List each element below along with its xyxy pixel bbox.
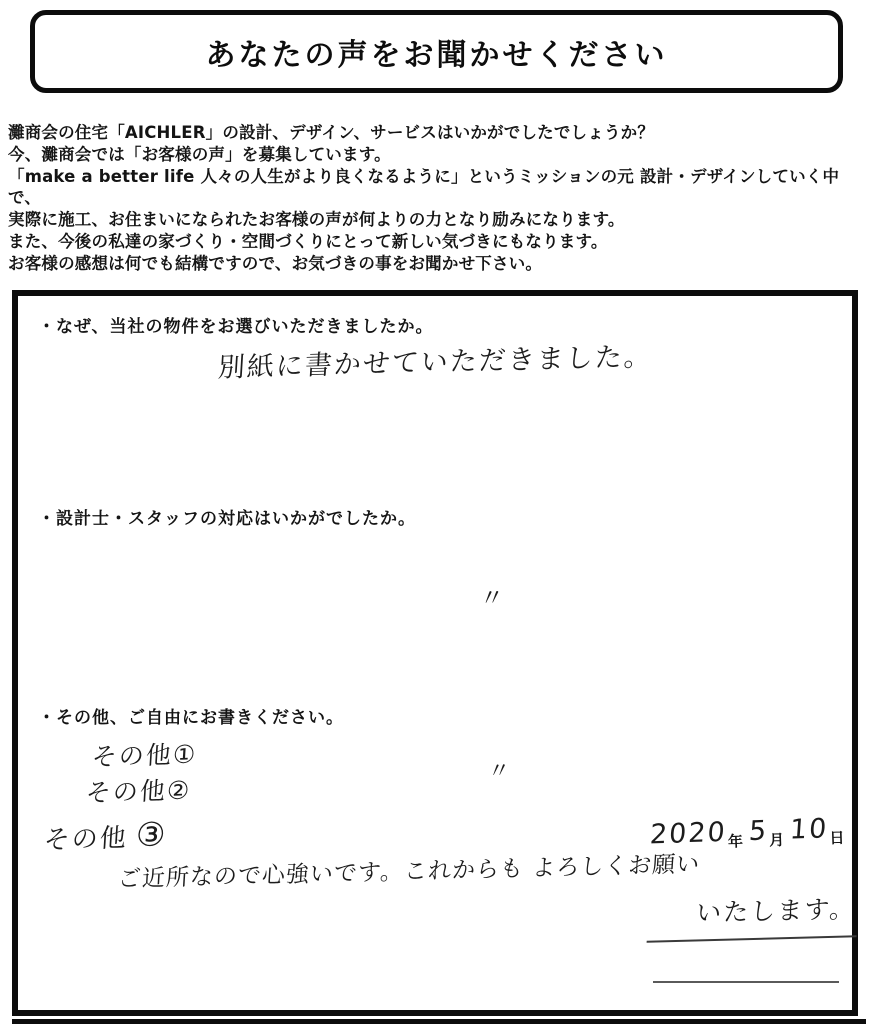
date-day-value: 10	[788, 813, 829, 846]
question-3-comment-line2-underlined: いたします。	[647, 889, 860, 943]
intro-line-5: また、今後の私達の家づくり・空間づくりにとって新しい気づきにもなります。	[8, 231, 608, 251]
circled-three-mark: ③	[134, 814, 169, 855]
question-3-comment-line1: ご近所なので心強いです。これからも よろしくお願い	[117, 851, 702, 893]
date-year-unit: 年	[727, 832, 744, 851]
intro-paragraph	[8, 122, 868, 275]
date-month-value: 5	[747, 815, 769, 848]
date-day-unit: 日	[828, 828, 845, 848]
blank-signature-line	[653, 981, 839, 983]
form-title-box	[30, 10, 843, 93]
date-month-unit: 月	[768, 830, 785, 850]
feedback-answers-box	[12, 290, 858, 1016]
question-3-ditto-mark: 〃	[487, 758, 513, 785]
question-1-handwritten-answer: 別紙に書かせていただきました。	[216, 341, 654, 384]
other3-text: その他	[42, 823, 129, 856]
question-2-label: ・設計士・スタッフの対応はいかがでしたか。	[38, 509, 416, 529]
next-section-top-border	[12, 1019, 866, 1024]
question-3-label: ・その他、ご自由にお書きください。	[38, 708, 344, 728]
intro-line-1: 灘商会の住宅「AICHLER」の設計、デザイン、サービスはいかがでしたでしょうか？	[8, 123, 655, 142]
intro-line-6: お客様の感想は何でも結構ですので、お気づきの事をお聞かせ下さい。	[8, 253, 543, 273]
intro-line-4: 実際に施工、お住まいになられたお客様の声が何よりの力となり励みになります。	[8, 210, 625, 230]
intro-line-2: 今、灘商会では「お客様の声」を募集しています。	[8, 144, 391, 164]
question-1-label: ・なぜ、当社の物件をお選びいただきましたか。	[38, 317, 434, 337]
form-title: あなたの声をお聞かせください	[205, 37, 668, 73]
date-year-value: 2020	[648, 816, 728, 851]
question-3-answer-other2: その他②	[85, 775, 193, 808]
question-2-ditto-mark: 〃	[478, 583, 507, 613]
question-3-answer-other3	[43, 814, 169, 856]
date-field	[649, 813, 850, 855]
intro-line-3: 「make a better life 人々の人生がより良くなるように」というミッションの元 設計・デザインしていく中で、	[8, 166, 840, 208]
question-3-answer-other1: その他①	[91, 739, 199, 772]
